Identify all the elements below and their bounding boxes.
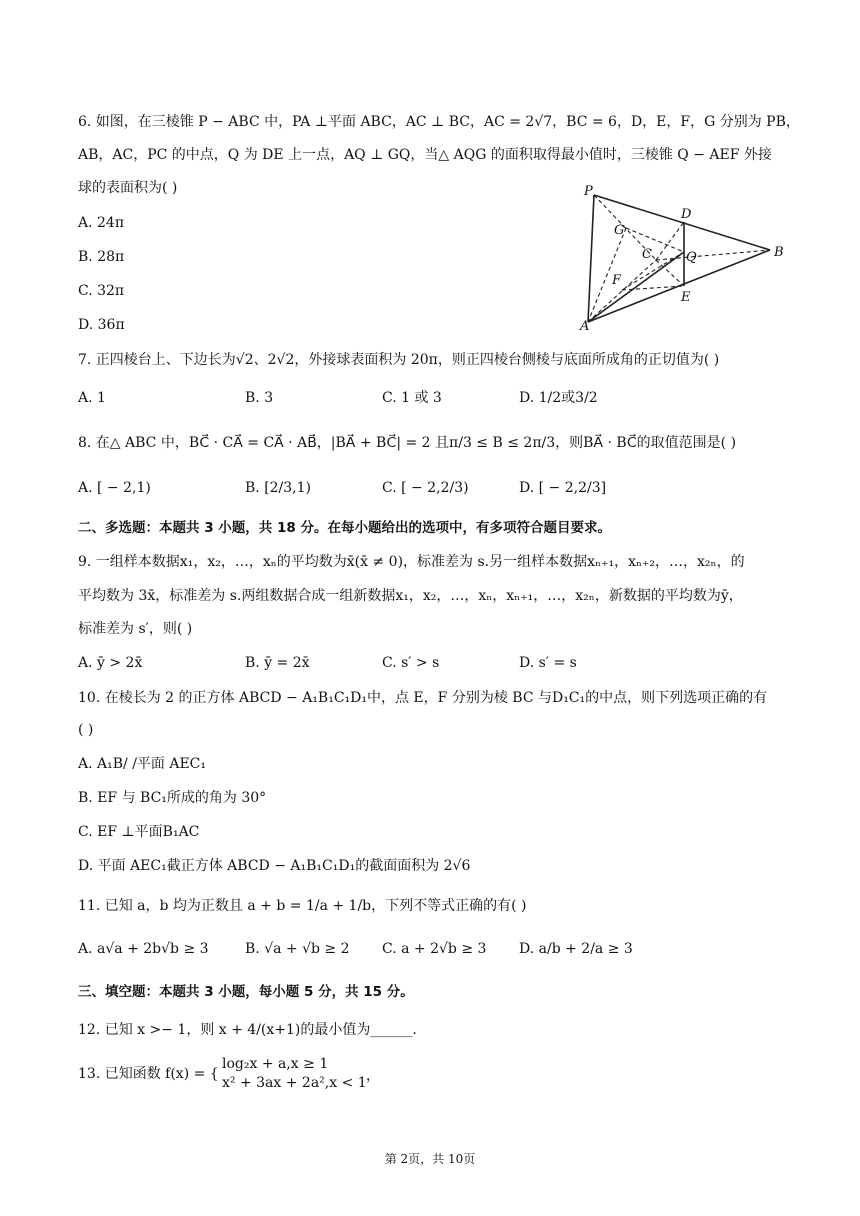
label-E: E [681,290,691,305]
q6-option-d: D. 36π [78,317,125,333]
q13-case2: x² + 3ax + 2a²,x < 1 [222,1075,367,1091]
q10-option-d: D. 平面 AEC₁截正方体 ABCD − A₁B₁C₁D₁的截面面积为 2√6 [78,858,471,874]
label-B: B [774,245,784,260]
segment-GQ [626,228,684,252]
q7-option-d: D. 1/2或3/2 [519,390,598,406]
label-Q: Q [686,250,697,265]
q8-line1: 8. 在△ ABC 中，BC⃗ · CA⃗ = CA⃗ · AB⃗，|BA⃗ + BC⃗| = 2 且π/3 ≤ B ≤ 2π/3，则BA⃗ · BC⃗的取值范围是( ) [78,435,737,451]
q8-option-d: D. [ − 2,2/3] [519,480,607,496]
label-D: D [681,207,692,222]
q8-option-b: B. [2/3,1) [245,480,312,496]
q9-line3: 标准差为 s′，则( ) [78,621,193,637]
q13-case1: log₂x + a,x ≥ 1 [222,1056,329,1072]
q10-option-b: B. EF 与 BC₁所成的角为 30° [78,790,267,806]
q7-option-c: C. 1 或 3 [382,390,442,406]
section-multi-choice-title: 二、多选题：本题共 3 小题，共 18 分。在每小题给出的选项中，有多项符合题目要求。 [78,520,611,536]
q7-line1: 7. 正四棱台上、下边长为√2、2√2，外接球表面积为 20π，则正四棱台侧棱与底面所成角的正切值为( ) [78,352,720,368]
q7-option-b: B. 3 [245,390,274,406]
q11-option-d: D. a/b + 2/a ≥ 3 [519,941,633,957]
label-P: P [584,184,593,199]
q11-option-a: A. a√a + 2b√b ≥ 3 [78,941,209,957]
q11-option-b: B. √a + √b ≥ 2 [245,941,350,957]
q9-option-d: D. s′ = s [519,655,577,671]
edge-AC [588,260,656,322]
q6-option-c: C. 32π [78,283,125,299]
q9-option-a: A. ȳ > 2x̄ [78,655,143,671]
edge-CB [656,250,770,260]
label-F: F [612,273,622,288]
page-footer: 第 2页，共 10页 [384,1152,476,1166]
q10-option-a: A. A₁B/ /平面 AEC₁ [78,756,207,772]
q12-line1: 12. 已知 x >− 1，则 x + 4/(x+1)的最小值为______. [78,1022,417,1038]
label-A: A [580,319,590,332]
segment-FQ [622,252,684,290]
q11-line1: 11. 已知 a，b 均为正数且 a + b = 1/a + 1/b，下列不等式正确的有( ) [78,898,527,914]
label-C: C [642,247,652,262]
q9-option-c: C. s′ > s [382,655,440,671]
q6-line1: 6. 如图，在三棱锥 P − ABC 中，PA ⊥平面 ABC，AC ⊥ BC，AC = 2√7，BC = 6，D，E，F，G 分别为 PB， [78,114,800,130]
q10-option-c: C. EF ⊥平面B₁AC [78,824,200,840]
q9-line2: 平均数为 3x̄，标准差为 s.两组数据合成一组新数据x₁，x₂，…，xₙ，xₙ₊₁，…，x₂ₙ，新数据的平均数为ȳ， [78,588,743,604]
q6-line2: AB，AC，PC 的中点，Q 为 DE 上一点，AQ ⊥ GQ，当△ AQG 的面积取得最小值时，三棱锥 Q − AEF 外接 [78,147,772,163]
q8-option-c: C. [ − 2,2/3) [382,480,469,496]
section-fill-blank-title: 三、填空题：本题共 3 小题，每小题 5 分，共 15 分。 [78,984,414,1000]
q8-option-a: A. [ − 2,1) [78,480,151,496]
q6-line3: 球的表面积为( ) [78,180,178,196]
pyramid-figure [578,180,798,332]
q6-option-b: B. 28π [78,249,125,265]
q13-tail: ， [366,1068,380,1084]
q9-line1: 9. 一组样本数据x₁，x₂，…，xₙ的平均数为x̄(x̄ ≠ 0)，标准差为 s.另一组样本数据xₙ₊₁，xₙ₊₂，…，x₂ₙ，的 [78,554,745,570]
segment-CE [656,260,684,286]
q10-line2: ( ) [78,722,94,738]
q6-option-a: A. 24π [78,215,125,231]
edge-PA [588,195,594,322]
q13-line1: 13. 已知函数 f(x) = { [78,1066,219,1082]
q9-option-b: B. ȳ = 2x̄ [245,655,310,671]
q11-option-c: C. a + 2√b ≥ 3 [382,941,487,957]
q10-line1: 10. 在棱长为 2 的正方体 ABCD − A₁B₁C₁D₁中，点 E，F 分别为棱 BC 与D₁C₁的中点，则下列选项正确的有 [78,690,768,706]
label-G: G [614,223,625,238]
q7-option-a: A. 1 [78,390,106,406]
